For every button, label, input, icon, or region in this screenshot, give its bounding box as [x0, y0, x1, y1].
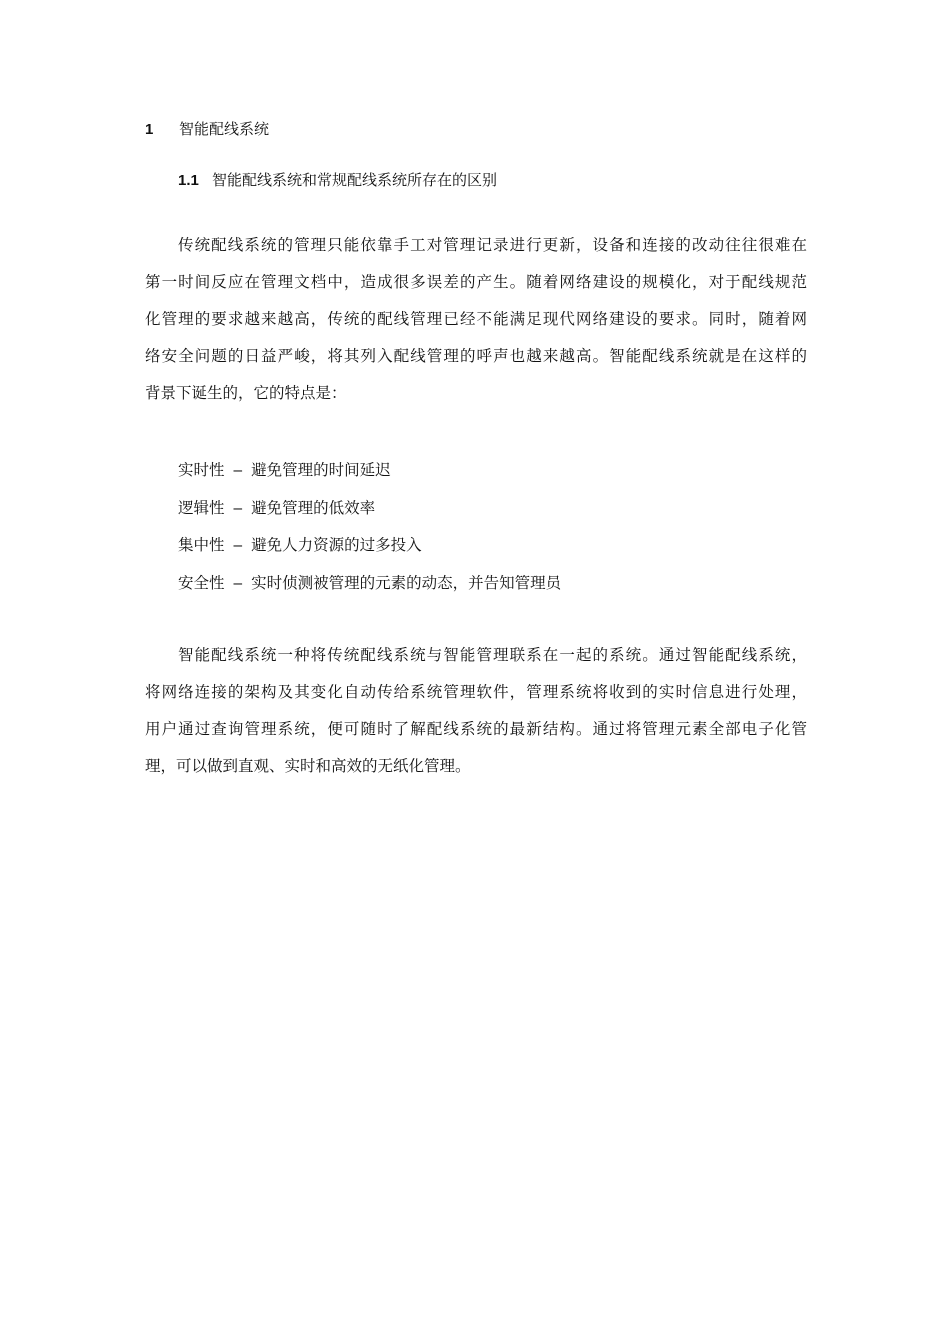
feature-desc: 避免管理的低效率 — [251, 498, 376, 517]
paragraph-line: 第一时间反应在管理文档中，造成很多误差的产生。随着网络建设的规模化，对于配线规范 — [145, 273, 807, 291]
section-heading — [145, 118, 269, 139]
feature-term: 实时性 — [178, 461, 225, 479]
paragraph-line: 智能配线系统一种将传统配线系统与智能管理联系在一起的系统。通过智能配线系统， — [178, 646, 807, 664]
feature-term: 安全性 — [178, 573, 225, 592]
feature-item — [178, 452, 561, 490]
paragraph-line: 传统配线系统的管理只能依靠手工对管理记录进行更新，设备和连接的改动往往很难在 — [178, 236, 807, 254]
feature-dash: – — [233, 574, 243, 592]
paragraph-line: 背景下诞生的，它的特点是： — [145, 384, 347, 402]
subsection-number: 1.1 — [178, 172, 199, 189]
paragraph-line: 理，可以做到直观、实时和高效的无纸化管理。 — [145, 757, 471, 775]
section-title: 智能配线系统 — [179, 120, 270, 138]
subsection-title: 智能配线系统和常规配线系统所存在的区别 — [212, 171, 498, 189]
section-number: 1 — [145, 121, 154, 138]
paragraph-line: 将网络连接的架构及其变化自动传给系统管理软件，管理系统将收到的实时信息进行处理， — [145, 683, 807, 701]
paragraph-line: 络安全问题的日益严峻，将其列入配线管理的呼声也越来越高。智能配线系统就是在这样的 — [145, 347, 807, 365]
feature-term: 逻辑性 — [178, 498, 225, 517]
feature-desc: 避免管理的时间延迟 — [251, 461, 391, 479]
feature-dash: – — [233, 462, 243, 479]
subsection-heading — [178, 169, 497, 190]
paragraph-line: 用户通过查询管理系统，便可随时了解配线系统的最新结构。通过将管理元素全部电子化管 — [145, 720, 807, 738]
summary-paragraph — [145, 637, 807, 785]
feature-dash: – — [233, 499, 243, 517]
paragraph-line: 化管理的要求越来越高，传统的配线管理已经不能满足现代网络建设的要求。同时，随着网 — [145, 310, 807, 328]
feature-list — [178, 452, 561, 602]
intro-paragraph — [145, 227, 807, 412]
feature-desc: 避免人力资源的过多投入 — [251, 536, 422, 554]
feature-dash: – — [233, 537, 243, 554]
feature-item — [178, 490, 561, 528]
feature-item — [178, 527, 561, 565]
feature-item — [178, 565, 561, 603]
feature-desc: 实时侦测被管理的元素的动态，并告知管理员 — [251, 573, 562, 592]
feature-term: 集中性 — [178, 536, 225, 554]
